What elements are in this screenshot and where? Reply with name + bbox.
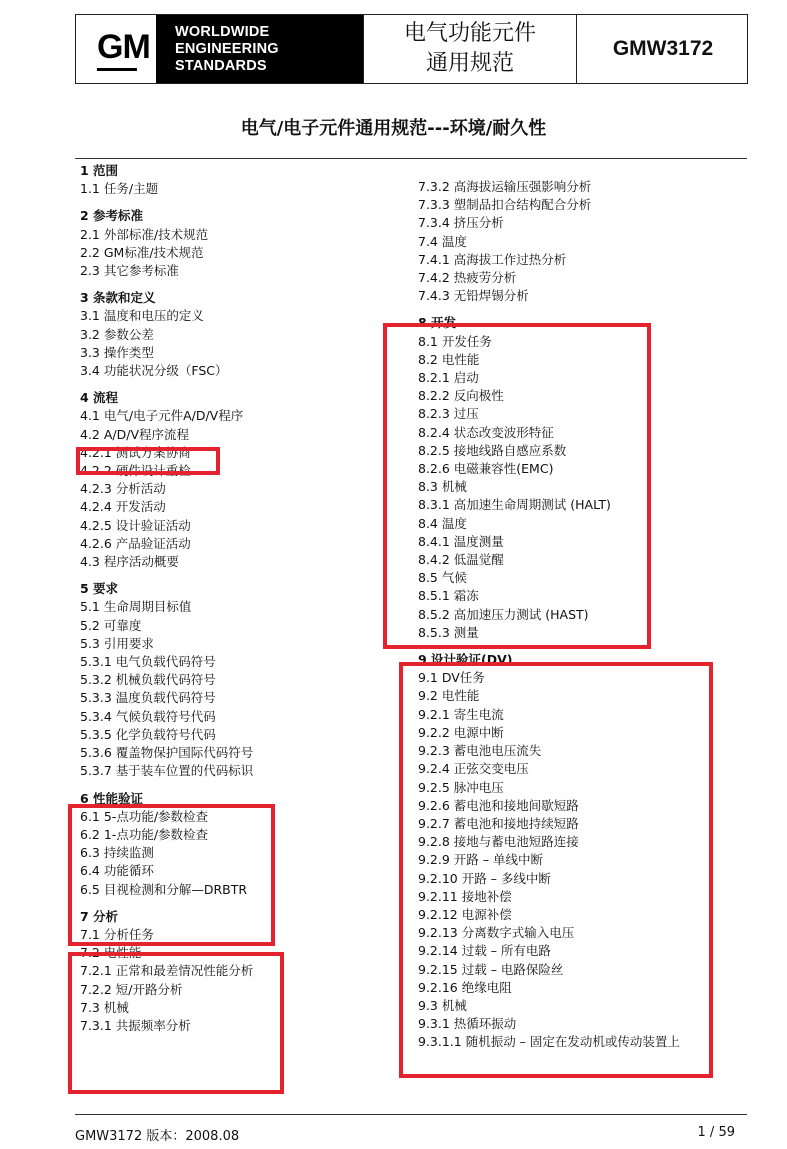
toc-entry[interactable]: 6.2 1-点功能/参数检查	[80, 826, 209, 842]
toc-section-heading[interactable]: 9 设计验证(DV)	[418, 652, 513, 668]
toc-entry[interactable]: 9.2.2 电源中断	[418, 724, 504, 740]
toc-section-heading[interactable]: 8 开发	[418, 315, 457, 331]
toc-entry[interactable]: 9.2.4 正弦交变电压	[418, 761, 529, 777]
toc-entry[interactable]: 6.3 持续监测	[80, 845, 154, 861]
toc-entry[interactable]: 3.2 参数公差	[80, 326, 154, 342]
toc-entry[interactable]: 5.3.5 化学负载符号代码	[80, 726, 216, 742]
toc-entry[interactable]: 4.2 A/D/V程序流程	[80, 426, 190, 442]
toc-entry[interactable]: 7.3 机械	[80, 999, 129, 1015]
toc-section-heading[interactable]: 7 分析	[80, 908, 119, 924]
toc-entry[interactable]: 8.2.2 反向极性	[418, 388, 504, 404]
toc-entry[interactable]: 8.5.3 测量	[418, 624, 479, 640]
document-number: GMW3172	[612, 37, 714, 60]
highlight-box-section-8	[383, 323, 651, 649]
toc-entry[interactable]: 8.5 气候	[418, 570, 467, 586]
toc-section-heading[interactable]: 1 范围	[80, 163, 119, 178]
toc-entry[interactable]: 7.2.1 正常和最差情况性能分析	[80, 963, 254, 979]
toc-entry[interactable]: 1.1 任务/主题	[80, 181, 159, 197]
highlight-box-section-7	[68, 952, 284, 1094]
top-divider	[75, 158, 747, 159]
toc-entry[interactable]: 2.1 外部标准/技术规范	[80, 226, 209, 242]
header-title-line-2: 通用规范	[425, 51, 514, 76]
toc-entry[interactable]: 7.4.1 高海拔工作过热分析	[418, 251, 567, 267]
toc-entry[interactable]: 7.4.3 无铅焊锡分析	[418, 288, 529, 304]
toc-entry[interactable]: 5.3.2 机械负载代码符号	[80, 672, 216, 688]
toc-entry[interactable]: 3.3 操作类型	[80, 344, 154, 360]
toc-entry[interactable]: 7.2 电性能	[80, 945, 142, 961]
toc-entry[interactable]: 9.2.16 绝缘电阻	[418, 979, 512, 995]
standards-line-2: ENGINEERING	[175, 41, 279, 57]
gm-logo	[77, 16, 155, 82]
toc-entry[interactable]: 9.2.10 开路 – 多线中断	[418, 870, 551, 886]
toc-entry[interactable]: 8.3.1 高加速生命周期测试 (HALT)	[418, 497, 611, 513]
toc-entry[interactable]: 8.5.1 霜冻	[418, 588, 479, 604]
header-title	[363, 15, 577, 83]
toc-entry[interactable]: 9.3 机械	[418, 997, 467, 1013]
toc-entry[interactable]: 8.4 温度	[418, 515, 467, 531]
toc-entry[interactable]: 6.4 功能循环	[80, 863, 154, 879]
toc-entry[interactable]: 9.2.5 脉冲电压	[418, 779, 504, 795]
toc-entry[interactable]: 5.3.1 电气负载代码符号	[80, 654, 216, 670]
toc-entry[interactable]: 8.1 开发任务	[418, 333, 492, 349]
standards-badge	[156, 15, 363, 83]
gm-logo-text: GM	[97, 28, 150, 66]
toc-entry[interactable]: 7.3.4 挤压分析	[418, 215, 504, 231]
toc-entry[interactable]: 9.1 DV任务	[418, 670, 485, 686]
document-title: 电气/电子元件通用规范---环境/耐久性	[240, 118, 547, 139]
toc-entry[interactable]: 5.3.7 基于装车位置的代码标识	[80, 763, 254, 779]
toc-entry[interactable]: 7.1 分析任务	[80, 926, 154, 942]
toc-entry[interactable]: 7.4.2 热疲劳分析	[418, 270, 517, 286]
toc-spacer	[80, 198, 253, 207]
toc-section-heading[interactable]: 4 流程	[80, 390, 119, 406]
toc-entry[interactable]: 8.4.1 温度测量	[418, 533, 504, 549]
toc-entry[interactable]: 7.3.1 共振频率分析	[80, 1017, 191, 1033]
toc-entry[interactable]: 8.2.3 过压	[418, 406, 479, 422]
footer-divider	[75, 1114, 747, 1115]
toc-entry[interactable]: 7.3.3 塑制品扣合结构配合分析	[418, 197, 592, 213]
toc-entry[interactable]: 3.1 温度和电压的定义	[80, 308, 204, 324]
highlight-box-section-6	[68, 804, 275, 946]
toc-spacer	[80, 380, 253, 389]
toc-entry[interactable]: 6.1 5-点功能/参数检查	[80, 808, 209, 824]
toc-entry[interactable]: 8.5.2 高加速压力测试 (HAST)	[418, 606, 589, 622]
toc-entry[interactable]: 5.3 引用要求	[80, 635, 154, 651]
toc-spacer	[418, 305, 680, 314]
toc-entry[interactable]: 4.2.2 硬件设计重检	[80, 463, 191, 479]
toc-entry[interactable]: 9.2.14 过载 – 所有电路	[418, 943, 551, 959]
footer-page-number: 1 / 59	[697, 1125, 735, 1140]
toc-entry[interactable]: 4.3 程序活动概要	[80, 554, 179, 570]
toc-entry[interactable]: 5.3.4 气候负载符号代码	[80, 708, 216, 724]
highlight-box-4-2	[76, 447, 220, 475]
toc-entry[interactable]: 9.3.1 热循环振动	[418, 1016, 517, 1032]
toc-entry[interactable]: 9.2.15 过载 – 电路保险丝	[418, 961, 564, 977]
toc-entry[interactable]: 9.2.11 接地补偿	[418, 888, 512, 904]
toc-entry[interactable]: 4.2.5 设计验证活动	[80, 517, 191, 533]
gm-logo-underline	[97, 68, 137, 71]
footer-version: GMW3172 版本：2008.08	[75, 1129, 240, 1144]
toc-entry[interactable]: 7.4 温度	[418, 233, 467, 249]
toc-entry[interactable]: 8.2 电性能	[418, 351, 480, 367]
toc-entry[interactable]: 5.1 生命周期目标值	[80, 599, 192, 615]
standards-line-3: STANDARDS	[175, 58, 267, 74]
toc-spacer	[80, 781, 253, 790]
toc-entry[interactable]: 9.2 电性能	[418, 688, 480, 704]
toc-entry[interactable]: 7.2.2 短/开路分析	[80, 981, 183, 997]
toc-entry[interactable]: 8.2.4 状态改变波形特征	[418, 424, 554, 440]
toc-entry[interactable]: 4.2.4 开发活动	[80, 499, 166, 515]
toc-entry[interactable]: 6.5 目视检测和分解—DRBTR	[80, 881, 248, 897]
toc-entry[interactable]: 9.2.1 寄生电流	[418, 706, 504, 722]
toc-entry[interactable]: 2.2 GM标准/技术规范	[80, 244, 204, 260]
toc-section-heading[interactable]: 6 性能验证	[80, 790, 144, 806]
toc-entry[interactable]: 9.2.8 接地与蓄电池短路连接	[418, 834, 579, 850]
toc-entry[interactable]: 5.2 可靠度	[80, 617, 142, 633]
toc-entry[interactable]: 8.2.6 电磁兼容性(EMC)	[418, 461, 554, 477]
toc-entry[interactable]: 4.2.1 测试方案协商	[80, 444, 191, 460]
toc-entry[interactable]: 9.2.7 蓄电池和接地持续短路	[418, 815, 579, 831]
document-header	[75, 14, 748, 84]
toc-entry[interactable]: 4.2.6 产品验证活动	[80, 535, 191, 551]
toc-section-heading[interactable]: 5 要求	[80, 581, 119, 597]
toc-entry[interactable]: 3.4 功能状况分级（FSC）	[80, 363, 228, 379]
toc-entry[interactable]: 9.2.9 开路 – 单线中断	[418, 852, 543, 868]
toc-entry[interactable]: 8.3 机械	[418, 479, 467, 495]
toc-section-heading[interactable]: 2 参考标准	[80, 208, 144, 224]
toc-entry[interactable]: 2.3 其它参考标准	[80, 263, 179, 279]
toc-section-heading[interactable]: 3 条款和定义	[80, 290, 156, 306]
toc-entry[interactable]: 4.2.3 分析活动	[80, 481, 166, 497]
highlight-box-section-9	[399, 662, 713, 1078]
toc-entry[interactable]: 5.3.3 温度负载代码符号	[80, 690, 216, 706]
toc-entry[interactable]: 9.2.12 电源补偿	[418, 906, 512, 922]
toc-entry[interactable]: 9.2.3 蓄电池电压流失	[418, 743, 542, 759]
toc-entry[interactable]: 8.2.5 接地线路自感应系数	[418, 442, 567, 458]
toc-entry[interactable]: 8.2.1 启动	[418, 370, 479, 386]
toc-entry[interactable]: 7.3.2 高海拔运输压强影响分析	[418, 179, 592, 194]
toc-entry[interactable]: 9.2.6 蓄电池和接地间歇短路	[418, 797, 579, 813]
toc-entry[interactable]: 5.3.6 覆盖物保护国际代码符号	[80, 745, 254, 761]
toc-spacer	[80, 571, 253, 580]
toc-entry[interactable]: 4.1 电气/电子元件A/D/V程序	[80, 408, 244, 424]
standards-line-1: WORLDWIDE	[175, 24, 270, 40]
toc-spacer	[80, 280, 253, 289]
toc-entry[interactable]: 8.4.2 低温觉醒	[418, 552, 504, 568]
toc-entry[interactable]: 9.3.1.1 随机振动 – 固定在发动机或传动装置上	[418, 1034, 680, 1050]
toc-entry[interactable]: 9.2.13 分离数字式输入电压	[418, 925, 575, 941]
header-title-line-1: 电气功能元件	[403, 21, 536, 46]
